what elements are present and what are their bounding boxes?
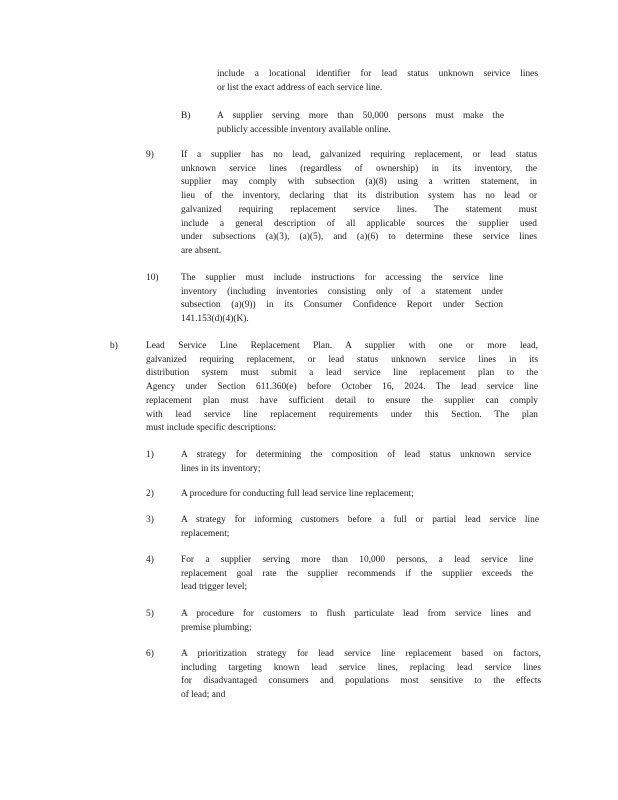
section-marker-b: b) (110, 341, 118, 351)
text-line: Lead Service Line Replacement Plan. A supplier with one or more lead, (146, 341, 538, 351)
text-line: A strategy for determining the composition of lead status unknown service (181, 450, 531, 460)
plan-item-marker-3: 3) (146, 515, 154, 525)
text-line: with lead service line replacement requirements under this Section. The plan (146, 409, 538, 420)
item-marker-B: B) (181, 111, 191, 121)
plan-item-1-paragraph (181, 449, 531, 476)
text-line: including targeting known lead service lines, replacing lead service lines (181, 662, 541, 673)
text-line: A procedure for customers to flush particulate lead from service lines and (181, 609, 531, 619)
text-line: publicly accessible inventory available online. (217, 124, 391, 135)
text-line: inventory (including inventories consisting only of a statement under (181, 286, 503, 297)
text-line: replacement plan must have sufficient detail to ensure the supplier can comply (146, 395, 538, 406)
text-line: replacement goal rate the supplier recommends if the supplier exceeds the (181, 568, 533, 579)
text-line: lieu of the inventory, declaring that its distribution system has no lead or (181, 191, 537, 202)
text-line: Agency under Section 611.360(e) before October 16, 2024. The lead service line (146, 382, 538, 393)
plan-item-marker-4: 4) (146, 555, 154, 565)
continuation-paragraph (217, 68, 538, 95)
plan-item-marker-6: 6) (146, 649, 154, 659)
text-line: under subsections (a)(3), (a)(5), and (a)(6) to determine these service lines (181, 232, 537, 243)
text-line: are absent. (181, 245, 222, 256)
plan-item-6-paragraph (181, 648, 541, 703)
plan-item-marker-2: 2) (146, 489, 154, 499)
text-line: distribution system must submit a lead service line replacement plan to the (146, 368, 538, 379)
plan-item-2-paragraph (181, 488, 481, 502)
text-line: lines in its inventory; (181, 463, 261, 474)
text-line: include a general description of all applicable sources the supplier used (181, 218, 537, 229)
text-line: of lead; and (181, 690, 226, 701)
text-line: A strategy for informing customers before a full or partial lead service line (181, 515, 539, 525)
item-marker-9: 9) (146, 150, 154, 160)
text-line: replacement; (181, 528, 230, 539)
plan-item-3-paragraph (181, 514, 539, 541)
plan-item-4-paragraph (181, 554, 533, 595)
text-line: supplier may comply with subsection (a)(8) using a written statement, in (181, 177, 537, 188)
text-line: include a locational identifier for lead status unknown service lines (217, 69, 538, 79)
text-line: The supplier must include instructions for accessing the service line (181, 273, 503, 283)
text-line: premise plumbing; (181, 622, 252, 633)
section-b-paragraph (146, 340, 538, 436)
text-line: A supplier serving more than 50,000 persons must make the (217, 111, 504, 121)
text-line: For a supplier serving more than 10,000 persons, a lead service line (181, 555, 533, 565)
plan-item-marker-5: 5) (146, 609, 154, 619)
text-line: lead trigger level; (181, 582, 248, 593)
text-line: 141.153(d)(4)(K). (181, 314, 249, 325)
text-line: galvanized requiring replacement, or lead status unknown service lines in its (146, 354, 538, 365)
item-marker-10: 10) (146, 273, 159, 283)
plan-item-5-paragraph (181, 608, 531, 635)
text-line: A procedure for conducting full lead service line replacement; (181, 489, 414, 499)
item-B-paragraph (217, 110, 504, 137)
text-line: galvanized requiring replacement service lines. The statement must (181, 204, 537, 215)
text-line: If a supplier has no lead, galvanized requiring replacement, or lead status (181, 150, 537, 160)
text-line: subsection (a)(9)) in its Consumer Confidence Report under Section (181, 300, 503, 311)
text-line: must include specific descriptions: (146, 423, 276, 434)
text-line: A prioritization strategy for lead service line replacement based on factors, (181, 649, 541, 659)
item-9-paragraph (181, 149, 537, 259)
text-line: unknown service lines (regardless of ownership) in its inventory, the (181, 163, 537, 174)
plan-item-marker-1: 1) (146, 450, 154, 460)
item-10-paragraph (181, 272, 503, 327)
text-line: or list the exact address of each service line. (217, 82, 383, 93)
text-line: for disadvantaged consumers and populations most sensitive to the effects (181, 676, 541, 687)
